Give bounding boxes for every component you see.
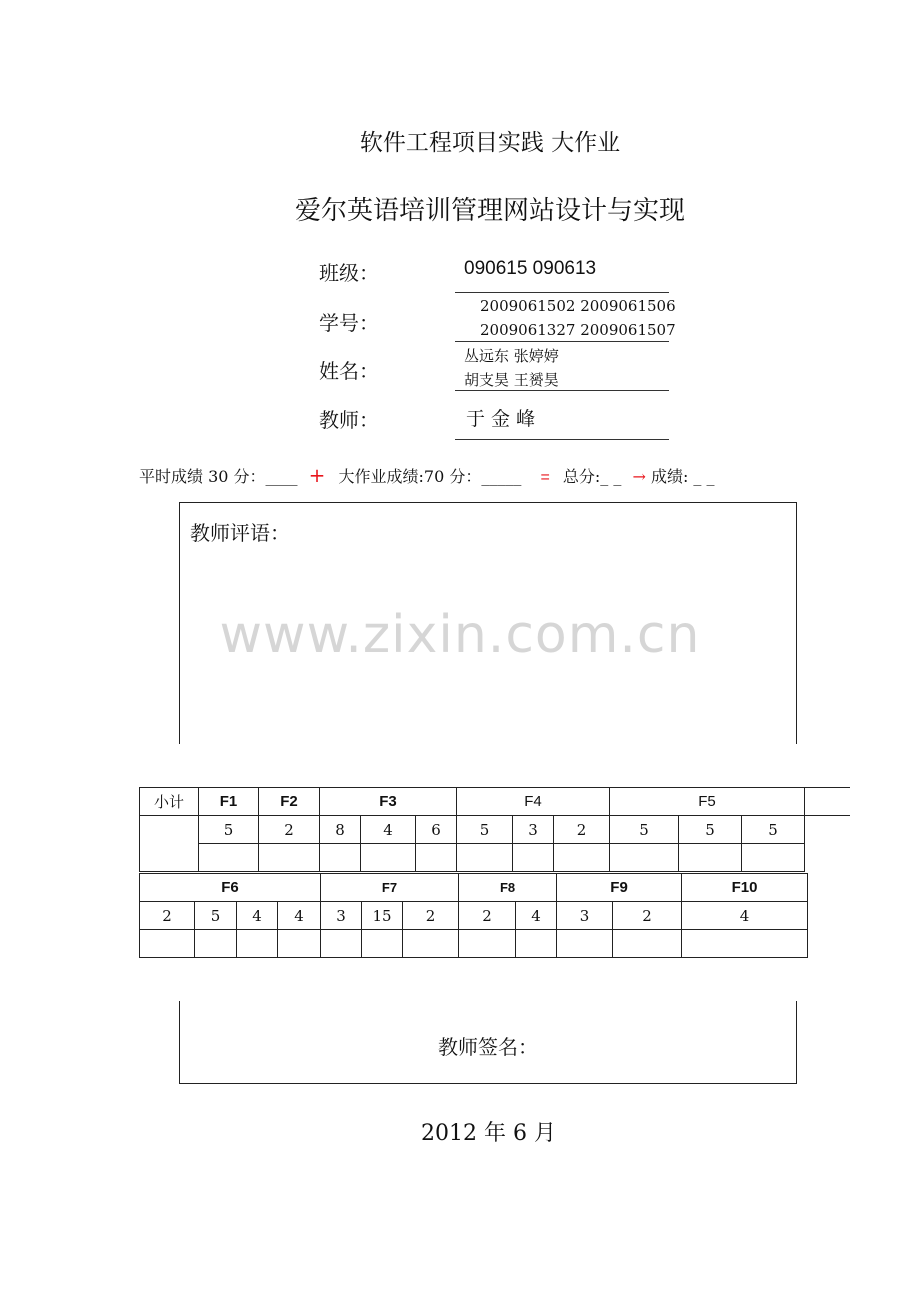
score-cell: 3 xyxy=(557,902,613,930)
name-line-1: 丛远东 张婷婷 xyxy=(464,347,559,365)
score-cell: 4 xyxy=(278,902,321,930)
regular-score: 平时成绩 30 分：____ xyxy=(139,467,298,486)
score-cell: 3 xyxy=(321,902,362,930)
student-id-line-1: 2009061502 2009061506 xyxy=(480,297,676,315)
score-formula xyxy=(139,463,715,487)
document-date: 2012 年 6 月 xyxy=(421,1121,556,1146)
entry-cell[interactable] xyxy=(682,930,808,958)
score-cell: 5 xyxy=(195,902,237,930)
arrow-icon: → xyxy=(632,467,646,486)
header-f10: F10 xyxy=(682,874,808,902)
header-f2: F2 xyxy=(259,788,320,816)
course-title: 软件工程项目实践 大作业 xyxy=(359,130,621,156)
name-underline xyxy=(455,390,669,391)
score-cell: 4 xyxy=(361,816,416,844)
score-cell: 2 xyxy=(140,902,195,930)
header-f5: F5 xyxy=(610,788,805,816)
entry-cell[interactable] xyxy=(195,930,237,958)
score-cell: 5 xyxy=(199,816,259,844)
name-label: 姓名： xyxy=(319,359,379,383)
score-cell: 8 xyxy=(320,816,361,844)
subtotal-label: 小计 xyxy=(140,788,199,816)
equals-sign: = xyxy=(540,469,550,486)
final-grade: 成绩: _ _ xyxy=(650,467,715,486)
student-id-underline xyxy=(455,341,669,342)
watermark: www.zixin.com.cn xyxy=(219,605,701,665)
entry-cell[interactable] xyxy=(416,844,457,872)
score-cell: 2 xyxy=(613,902,682,930)
score-cell: 5 xyxy=(457,816,513,844)
score-cell: 3 xyxy=(513,816,554,844)
entry-cell[interactable] xyxy=(679,844,742,872)
entry-cell[interactable] xyxy=(457,844,513,872)
entry-cell[interactable] xyxy=(320,844,361,872)
entry-cell[interactable] xyxy=(513,844,554,872)
score-cell: 2 xyxy=(259,816,320,844)
student-id-line-2: 2009061327 2009061507 xyxy=(480,321,676,339)
score-cell: 15 xyxy=(362,902,403,930)
plus-sign: + xyxy=(308,463,326,487)
score-cell: 2 xyxy=(403,902,459,930)
score-cell: 5 xyxy=(679,816,742,844)
subtotal-cell xyxy=(140,816,199,872)
signature-label: 教师签名： xyxy=(438,1035,538,1059)
project-title: 爱尔英语培训管理网站设计与实现 xyxy=(294,196,685,226)
teacher-value: 于 金 峰 xyxy=(466,408,536,430)
student-id-label: 学号： xyxy=(319,311,379,335)
teacher-underline xyxy=(455,439,669,440)
header-f1: F1 xyxy=(199,788,259,816)
entry-cell[interactable] xyxy=(403,930,459,958)
score-cell: 2 xyxy=(554,816,610,844)
entry-cell[interactable] xyxy=(259,844,320,872)
entry-cell[interactable] xyxy=(362,930,403,958)
header-f4: F4 xyxy=(457,788,610,816)
score-cell: 4 xyxy=(516,902,557,930)
entry-cell[interactable] xyxy=(459,930,516,958)
header-f8: F8 xyxy=(459,874,557,902)
teacher-label: 教师： xyxy=(319,408,379,432)
grading-table-top xyxy=(139,787,850,872)
header-f9: F9 xyxy=(557,874,682,902)
entry-cell[interactable] xyxy=(557,930,613,958)
blank-cell xyxy=(805,844,850,872)
name-line-2: 胡支昊 王赟昊 xyxy=(464,371,559,389)
class-label: 班级： xyxy=(319,261,379,285)
score-cell: 6 xyxy=(416,816,457,844)
class-value: 090615 090613 xyxy=(464,258,597,279)
entry-cell[interactable] xyxy=(742,844,805,872)
header-f6: F6 xyxy=(140,874,321,902)
grading-table-bottom xyxy=(139,873,808,958)
header-f7: F7 xyxy=(321,874,459,902)
extra-header-cell xyxy=(805,788,850,816)
signature-box xyxy=(179,1001,797,1084)
class-underline xyxy=(455,292,669,293)
entry-cell[interactable] xyxy=(321,930,362,958)
score-cell: 4 xyxy=(237,902,278,930)
entry-cell[interactable] xyxy=(237,930,278,958)
entry-cell[interactable] xyxy=(554,844,610,872)
total-score: 总分:_ _ xyxy=(562,467,622,486)
entry-cell[interactable] xyxy=(278,930,321,958)
entry-cell[interactable] xyxy=(199,844,259,872)
entry-cell[interactable] xyxy=(140,930,195,958)
score-cell: 2 xyxy=(459,902,516,930)
entry-cell[interactable] xyxy=(613,930,682,958)
score-cell: 5 xyxy=(610,816,679,844)
project-score: 大作业成绩:70 分：_____ xyxy=(338,467,522,486)
entry-cell[interactable] xyxy=(361,844,416,872)
header-f3: F3 xyxy=(320,788,457,816)
score-cell: 5 xyxy=(742,816,805,844)
entry-cell[interactable] xyxy=(516,930,557,958)
entry-cell[interactable] xyxy=(610,844,679,872)
teacher-comment-label: 教师评语： xyxy=(190,521,290,545)
score-cell: 4 xyxy=(682,902,808,930)
blank-cell xyxy=(805,816,850,844)
